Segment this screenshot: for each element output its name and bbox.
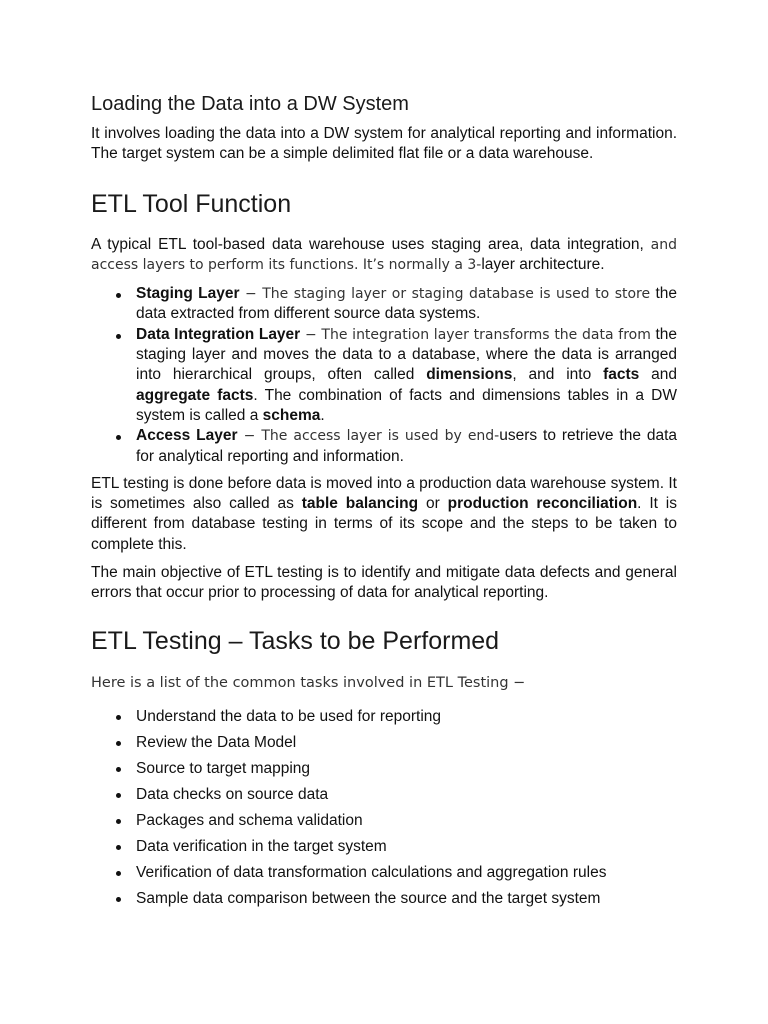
integration-layer-description-1: the staging layer and moves the data to a database, where the data is arranged into hierarchical groups, often called xyxy=(136,325,678,384)
list-item: Understand the data to be used for reporting xyxy=(91,707,677,733)
list-item: Review the Data Model xyxy=(91,733,677,759)
term-dimensions: dimensions xyxy=(426,366,513,384)
access-layer-description: users to retrieve the data for analytical reporting and information. xyxy=(136,427,677,465)
list-item: Sample data comparison between the source and the target system xyxy=(91,889,677,915)
integration-layer-dash-text: − The integration layer transforms the data from xyxy=(300,326,651,343)
etl-testing-paragraph xyxy=(91,474,677,555)
integration-layer-description-5: . xyxy=(320,406,325,424)
etl-tool-intro xyxy=(91,235,677,276)
list-item-access-layer xyxy=(91,426,677,467)
etl-tool-intro-line2-end: layer architecture. xyxy=(481,255,605,273)
list-item-data-integration-layer xyxy=(91,325,677,426)
etl-testing-text-c: . It is different from database testing in terms of its scope and the steps to be taken to complete this. xyxy=(91,495,677,553)
term-facts: facts xyxy=(603,366,640,384)
term-schema: schema xyxy=(262,406,321,424)
term-data-integration-layer: Data Integration Layer xyxy=(136,325,301,343)
tasks-list xyxy=(91,707,677,915)
term-production-reconciliation: production reconciliation xyxy=(447,495,638,513)
list-item: Data checks on source data xyxy=(91,785,677,811)
etl-tool-intro-line2: and access layers to perform its functions. It’s normally a 3- xyxy=(91,236,677,273)
integration-layer-description-4: . The combination of facts and dimensions tables in a DW system is called a xyxy=(136,386,677,424)
staging-layer-dash-text: − The staging layer or staging database is used to store xyxy=(239,286,651,303)
access-layer-dash-text: − The access layer is used by end- xyxy=(237,428,500,445)
loading-paragraph: It involves loading the data into a DW system for analytical reporting and information. The target system can be a simple delimited flat file or a data warehouse. xyxy=(91,125,677,163)
list-item: Verification of data transformation calculations and aggregation rules xyxy=(91,863,677,889)
list-item-staging-layer xyxy=(91,284,677,325)
etl-tool-intro-line1: A typical ETL tool-based data warehouse uses staging area, data integration, xyxy=(91,235,644,253)
document-page xyxy=(91,90,677,915)
layer-list xyxy=(91,284,677,467)
section-heading-etl-testing-tasks: ETL Testing – Tasks to be Performed xyxy=(91,626,500,655)
section-heading-loading: Loading the Data into a DW System xyxy=(91,93,409,115)
etl-testing-text-or: or xyxy=(418,495,448,513)
section-heading-etl-tool-function: ETL Tool Function xyxy=(91,189,292,218)
list-item: Packages and schema validation xyxy=(91,811,677,837)
tasks-intro: Here is a list of the common tasks involved in ETL Testing − xyxy=(91,674,526,691)
list-item: Data verification in the target system xyxy=(91,837,677,863)
term-access-layer: Access Layer xyxy=(136,427,238,445)
term-table-balancing: table balancing xyxy=(301,495,419,513)
list-item: Source to target mapping xyxy=(91,759,677,785)
etl-objective-paragraph: The main objective of ETL testing is to identify and mitigate data defects and general errors that occur prior to processing of data for analytical reporting. xyxy=(91,564,677,602)
integration-layer-description-3: and xyxy=(639,366,678,384)
staging-layer-description: the data extracted from different source data systems. xyxy=(136,285,678,323)
term-aggregate-facts: aggregate facts xyxy=(136,386,254,404)
integration-layer-description-2: , and into xyxy=(512,366,604,384)
etl-testing-text-a: ETL testing is done before data is moved into a production data warehouse system. It is sometimes also called as xyxy=(91,474,677,513)
term-staging-layer: Staging Layer xyxy=(136,285,240,303)
